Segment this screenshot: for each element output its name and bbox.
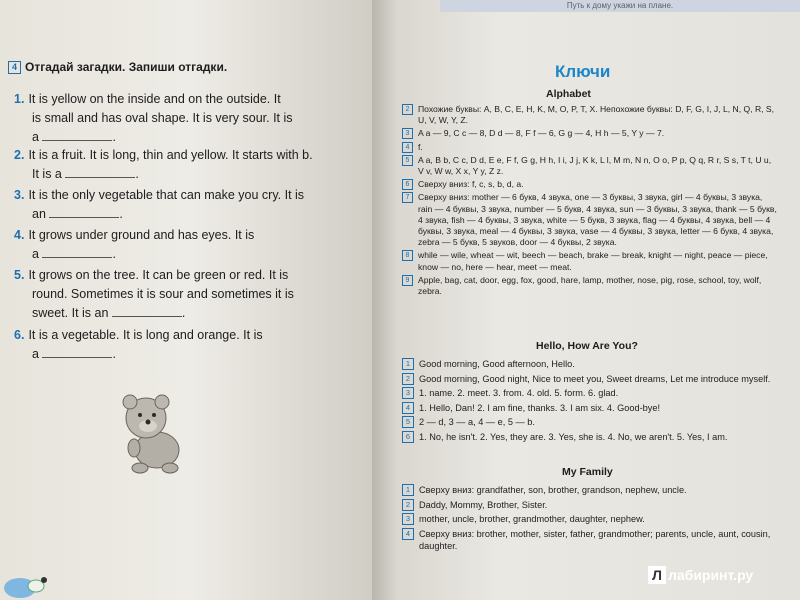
riddle-text: sweet. It is an (32, 306, 109, 320)
answer-number: 9 (402, 275, 413, 286)
answer-number: 1 (402, 484, 414, 496)
riddle-number: 6. (14, 328, 25, 342)
section-title-family: My Family (562, 466, 613, 478)
riddle-6: 6. It is a vegetable. It is long and orange. It is a . (14, 328, 263, 361)
riddle-number: 3. (14, 188, 25, 202)
answer-item (402, 358, 782, 371)
answer-number: 2 (402, 499, 414, 511)
bee-decoration (0, 560, 130, 600)
answer-number: 6 (402, 179, 413, 190)
answer-text: 1. Hello, Dan! 2. I am fine, thanks. 3. I am six. 4. Good-bye! (419, 402, 661, 413)
riddle-text: It is a fruit. It is long, thin and yellow. It starts with b. (28, 148, 313, 162)
answer-text: while — wile, wheat — wit, beech — beach, brake — break, knight — night, peace — piece, know — no, here — hear, meet — meat. (418, 250, 768, 272)
answer-item (402, 387, 782, 400)
riddle-2: 2. It is a fruit. It is long, thin and yellow. It starts with b. It is a . (14, 148, 313, 181)
answer-number: 5 (402, 155, 413, 166)
riddle-text: It grows on the tree. It can be green or red. It is (28, 268, 289, 282)
answer-number: 4 (402, 402, 414, 414)
family-answers (402, 484, 782, 555)
section-title-hello: Hello, How Are You? (536, 340, 638, 352)
riddle-text: It grows under ground and has eyes. It is (28, 228, 255, 242)
answer-blank[interactable] (42, 345, 112, 358)
answer-item (402, 142, 782, 153)
answer-number: 5 (402, 416, 414, 428)
answer-item (402, 431, 782, 444)
exercise-title: Отгадай загадки. Запиши отгадки. (25, 60, 228, 74)
answer-text: Сверху вниз: mother — 6 букв, 4 звука, one — 3 буквы, 3 звука, girl — 4 буквы, 3 звука, rain — 4 буквы, 3 звука, number — 5 букв, 4 звука, sun — 3 буквы, 3 звука, thank — 5 букв, 4 звука, fish — 4 буквы, 3 звука, white — 5 букв, 3 звука, flag — 4 буквы, 4 звука, bell — 4 буквы, 3 звука, meal — 4 буквы, 3 звука, vase — 4 буквы, 3 звука, letter — 6 букв, 4 звука, zebra — 5 букв, 5 звуков, door — 4 буквы, 2 звука. (418, 192, 777, 248)
answer-item (402, 250, 782, 272)
watermark-logo (648, 566, 798, 594)
riddle-text: It is the only vegetable that can make you cry. It is (28, 188, 305, 202)
answer-item (402, 373, 782, 386)
answer-item (402, 528, 782, 553)
answer-text: Good morning, Good night, Nice to meet you, Sweet dreams, Let me introduce myself. (419, 373, 771, 384)
riddle-text: a (32, 247, 39, 261)
answer-item (402, 484, 782, 497)
answer-item (402, 402, 782, 415)
page-title: Ключи (555, 62, 611, 81)
riddle-text: It is yellow on the inside and on the outside. It (28, 92, 281, 106)
answer-blank[interactable] (49, 205, 119, 218)
answer-number: 4 (402, 142, 413, 153)
answer-blank[interactable] (65, 165, 135, 178)
answer-item (402, 104, 782, 126)
riddle-text: It is a (32, 167, 62, 181)
answer-number: 7 (402, 192, 413, 203)
riddle-4: 4. It grows under ground and has eyes. It is a . (14, 228, 255, 261)
exercise-number: 4 (8, 61, 21, 74)
answer-text: 1. No, he isn't. 2. Yes, they are. 3. Yes, she is. 4. No, we aren't. 5. Yes, I am. (419, 431, 728, 442)
alphabet-answers (402, 104, 782, 299)
bear-illustration (112, 388, 202, 478)
answer-number: 8 (402, 250, 413, 261)
riddle-1: 1. It is yellow on the inside and on the outside. It is small and has oval shape. It is very sour. It is a . (14, 90, 344, 147)
answer-item (402, 513, 782, 526)
riddle-3: 3. It is the only vegetable that can make you cry. It is an . (14, 188, 305, 221)
answer-number: 3 (402, 387, 414, 399)
answer-blank[interactable] (112, 304, 182, 317)
answer-text: Похожие буквы: A, B, C, E, H, K, M, O, P, T, X. Непохожие буквы: D, F, G, I, J, L, N, Q, R, S, U, V, W, Y, Z. (418, 104, 775, 126)
riddle-number: 2. (14, 148, 25, 162)
riddle-text: an (32, 207, 46, 221)
answer-item (402, 179, 782, 190)
answer-number: 4 (402, 528, 414, 540)
riddle-5: 5. It grows on the tree. It can be green or red. It is round. Sometimes it is sour and sometimes it is sweet. It is an . (14, 266, 344, 323)
riddle-text: a (32, 347, 39, 361)
answer-number: 2 (402, 373, 414, 385)
watermark-text: лабиринт.ру (668, 567, 754, 583)
answer-text: Good morning, Good afternoon, Hello. (419, 359, 575, 369)
answer-number: 1 (402, 358, 414, 370)
answer-item (402, 155, 782, 177)
hello-answers (402, 358, 782, 445)
answer-text: A a — 9, C c — 8, D d — 8, F f — 6, G g — 4, H h — 5, Y y — 7. (418, 128, 665, 139)
answer-text: f. (418, 141, 423, 152)
exercise-heading (8, 60, 227, 74)
riddle-text: round. Sometimes it is sour and sometimes it is (32, 287, 294, 301)
answer-text: A a, B b, C c, D d, E e, F f, G g, H h, I i, J j, K k, L l, M m, N n, O o, P p, Q q, R r, S s, T t, U u, V v, W w, X x, Y y, Z z. (418, 154, 772, 177)
answer-text: 2 — d, 3 — a, 4 — e, 5 — b. (419, 417, 535, 427)
answer-blank[interactable] (42, 128, 112, 141)
answer-item (402, 499, 782, 512)
riddle-number: 5. (14, 268, 25, 282)
answer-text: Daddy, Mommy, Brother, Sister. (419, 499, 548, 510)
riddle-text: It is a vegetable. It is long and orange. It is (28, 328, 263, 342)
answer-text: Сверху вниз: grandfather, son, brother, grandson, nephew, uncle. (419, 485, 687, 495)
section-title-alphabet: Alphabet (546, 88, 591, 100)
answer-item (402, 416, 782, 429)
top-strip: Путь к дому укажи на плане. (440, 0, 800, 12)
answer-number: 3 (402, 128, 413, 139)
answer-item (402, 192, 782, 248)
riddle-text: a (32, 130, 39, 144)
answer-text: mother, uncle, brother, grandmother, daughter, nephew. (419, 514, 645, 524)
answer-number: 2 (402, 104, 413, 115)
answer-item (402, 275, 782, 297)
answer-item (402, 128, 782, 139)
riddle-number: 1. (14, 92, 25, 106)
answer-text: Сверху вниз: brother, mother, sister, father, grandmother; parents, uncle, aunt, cousin, daughter. (419, 528, 771, 551)
riddle-text: is small and has oval shape. It is very sour. It is (32, 111, 293, 125)
logo-icon: Л (648, 566, 666, 584)
riddle-number: 4. (14, 228, 25, 242)
answer-number: 3 (402, 513, 414, 525)
answer-number: 6 (402, 431, 414, 443)
answer-text: Сверху вниз: f, c, s, b, d, a. (418, 179, 524, 190)
answer-text: 1. name. 2. meet. 3. from. 4. old. 5. form. 6. glad. (419, 388, 619, 398)
answer-blank[interactable] (42, 245, 112, 258)
answer-text: Apple, bag, cat, door, egg, fox, good, hare, lamp, mother, nose, pig, rose, school, toy, wolf, zebra. (418, 274, 762, 297)
